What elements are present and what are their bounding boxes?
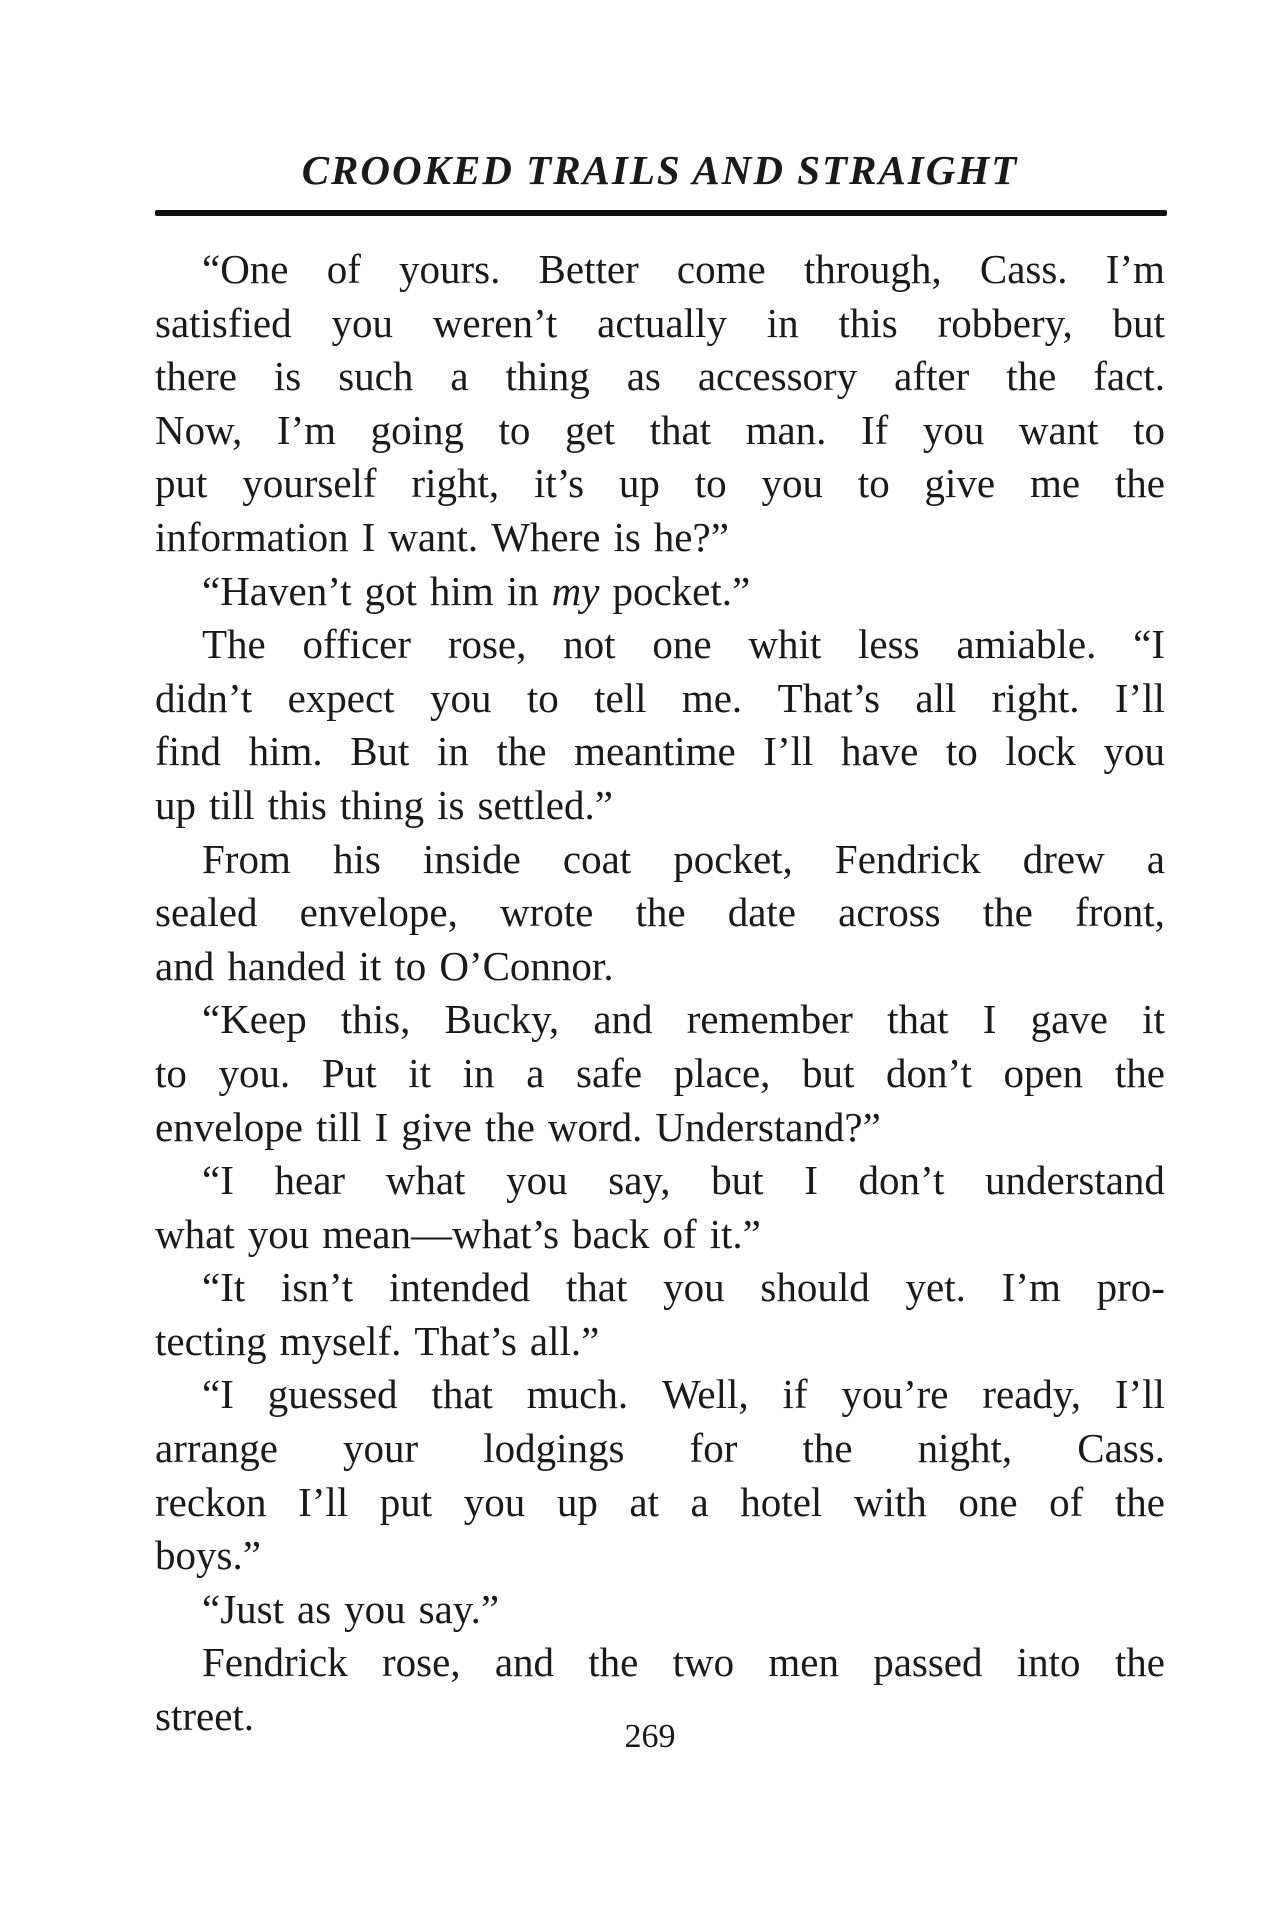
text-line: to you. Put it in a safe place, but don’t open the: [155, 1049, 1165, 1096]
text-line: “Keep this, Bucky, and remember that I gave it: [202, 996, 1165, 1043]
running-head-title: CROOKED TRAILS AND STRAIGHT: [301, 147, 1019, 193]
text-line: Now, I’m going to get that man. If you want to: [155, 406, 1165, 453]
text-line: sealed envelope, wrote the date across the front,: [155, 889, 1165, 936]
text-line: “One of yours. Better come through, Cass. I’m: [202, 246, 1165, 292]
header-rule: [155, 210, 1167, 216]
text-line: and handed it to O’Connor.: [155, 942, 614, 989]
text-line: boys.”: [155, 1532, 261, 1579]
text-line: “Just as you say.”: [202, 1585, 500, 1632]
text-line: up till this thing is settled.”: [155, 781, 613, 828]
text-line: reckon I’ll put you up at a hotel with one of the: [155, 1478, 1165, 1525]
text-line: put yourself right, it’s up to you to give me the: [155, 460, 1165, 507]
text-line: didn’t expect you to tell me. That’s all right. I’ll: [155, 674, 1165, 721]
text-line: “It isn’t intended that you should yet. I’m pro-: [202, 1264, 1165, 1311]
text-line: tecting myself. That’s all.”: [155, 1317, 600, 1364]
text-line: satisfied you weren’t actually in this robbery, but: [155, 299, 1165, 346]
text-line: information I want. Where is he?”: [155, 513, 729, 560]
text-line: The officer rose, not one whit less amiable. “I: [202, 621, 1165, 668]
text-line: what you mean—what’s back of it.”: [155, 1210, 761, 1257]
text-line: street.: [155, 1693, 255, 1740]
text-line: arrange your lodgings for the night, Cass.: [155, 1425, 1165, 1472]
body-text: [155, 243, 1165, 1744]
text-line: find him. But in the meantime I’ll have to lock you: [155, 728, 1165, 775]
text-line: Fendrick rose, and the two men passed into the: [202, 1639, 1165, 1686]
text-line: “I hear what you say, but I don’t understand: [202, 1157, 1165, 1204]
text-line: there is such a thing as accessory after the fact.: [155, 353, 1165, 400]
text-line: From his inside coat pocket, Fendrick drew a: [202, 835, 1165, 882]
page-number: 269: [624, 1718, 676, 1755]
text-line: “I guessed that much. Well, if you’re ready, I’ll: [202, 1371, 1165, 1418]
text-line: “Haven’t got him in my pocket.”: [202, 567, 751, 614]
text-line: envelope till I give the word. Understand?”: [155, 1103, 881, 1150]
